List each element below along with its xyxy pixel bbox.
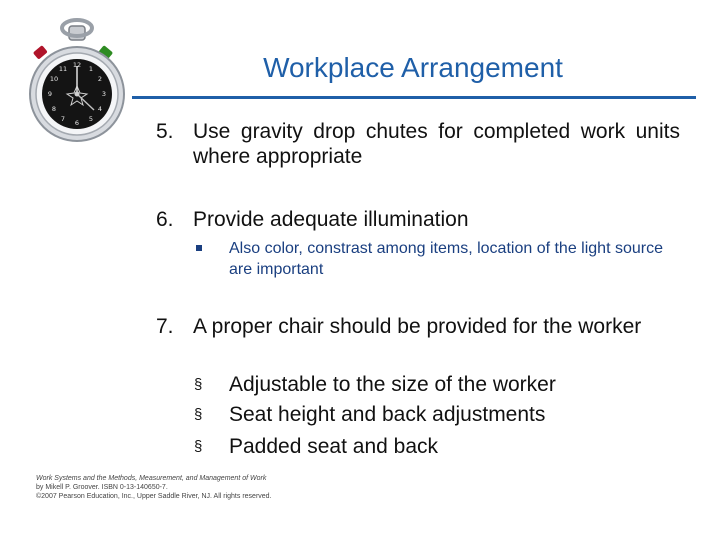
svg-text:11: 11: [58, 65, 68, 73]
item-number: 6.: [156, 208, 174, 231]
slide-title: Workplace Arrangement: [263, 52, 563, 83]
section-mark-icon: §: [194, 406, 203, 423]
footer-book-title: Work Systems and the Methods, Measurement, and Management of Work: [36, 475, 267, 482]
sub-bullet-illumination: [196, 238, 686, 280]
sub-bullet-text: Also color, constrast among items, location of the light source are important: [229, 240, 663, 278]
svg-text:4: 4: [97, 105, 103, 113]
item-text: Use gravity drop chutes for completed work units where appropriate: [193, 120, 680, 168]
chair-point-text: Padded seat and back: [229, 435, 438, 458]
section-mark-icon: §: [194, 438, 203, 455]
square-bullet-icon: [196, 245, 202, 251]
svg-text:2: 2: [97, 75, 103, 83]
svg-text:8: 8: [51, 105, 57, 113]
item-number: 5.: [156, 120, 174, 143]
chair-point-text: Seat height and back adjustments: [229, 403, 546, 426]
copyright-footer: [36, 474, 356, 501]
svg-text:10: 10: [49, 75, 59, 83]
item-number: 7.: [156, 315, 174, 338]
title-divider: [132, 96, 696, 99]
item-text: Provide adequate illumination: [193, 208, 469, 231]
list-item-5: [156, 119, 680, 169]
chair-point-3: [194, 434, 438, 459]
svg-text:5: 5: [88, 115, 94, 123]
svg-text:1: 1: [88, 65, 94, 73]
svg-text:12: 12: [72, 61, 82, 69]
svg-text:3: 3: [101, 90, 107, 98]
chair-point-text: Adjustable to the size of the worker: [229, 373, 556, 396]
footer-author: by Mikell P. Groover. ISBN 0-13-140650-7.: [36, 484, 168, 491]
svg-text:6: 6: [74, 119, 80, 127]
list-item-6: [156, 207, 680, 232]
stopwatch-icon: [22, 14, 132, 142]
svg-text:7: 7: [60, 115, 66, 123]
svg-text:9: 9: [47, 90, 53, 98]
section-mark-icon: §: [194, 376, 203, 393]
list-item-7: [156, 314, 680, 339]
item-text: A proper chair should be provided for the worker: [193, 315, 642, 338]
chair-point-1: [194, 372, 556, 397]
chair-point-2: [194, 402, 545, 427]
footer-copyright: ©2007 Pearson Education, Inc., Upper Saddle River, NJ. All rights reserved.: [36, 493, 272, 500]
